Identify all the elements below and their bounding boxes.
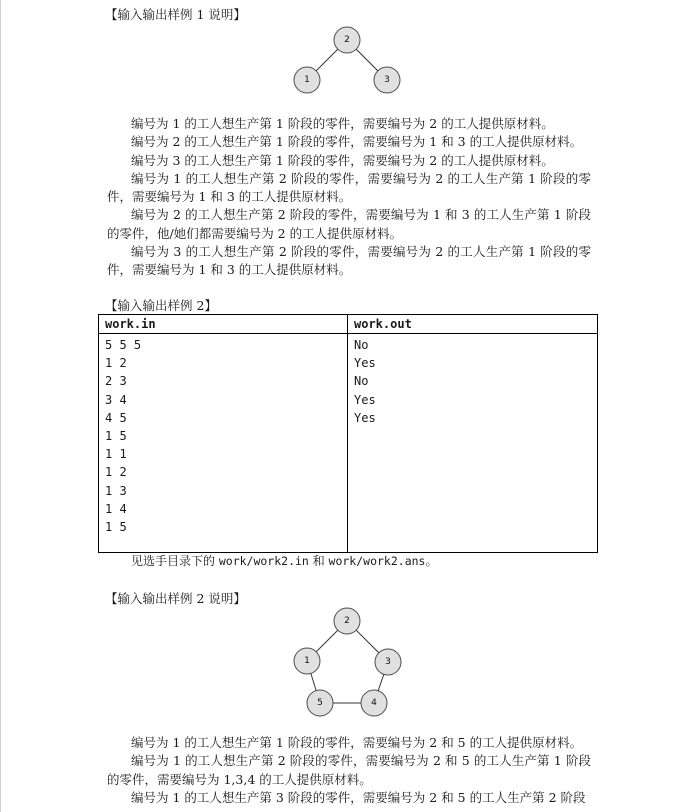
node-label: 1 [304, 656, 310, 666]
note-suffix: 。 [425, 554, 438, 568]
node-label: 2 [344, 35, 350, 45]
note-prefix: 见选手目录下的 [131, 554, 216, 568]
input-file-header: work.in [99, 315, 348, 334]
output-line: No [354, 374, 369, 389]
example2-graph [286, 606, 410, 720]
input-line: 1 5 [105, 519, 127, 534]
input-line: 5 5 5 [105, 338, 142, 352]
input-line: 4 5 [105, 410, 127, 425]
example1-explanation [107, 115, 591, 280]
example2-heading: 【输入输出样例 2】 [105, 298, 217, 313]
example1-graph [286, 24, 410, 104]
input-line: 3 4 [105, 392, 127, 407]
io-sample-table [98, 314, 598, 553]
paragraph: 编号为 2 的工人想生产第 2 阶段的零件，需要编号为 1 和 3 的工人生产第 1 阶段的零件，他/她们都需要编号为 2 的工人提供原材料。 [107, 207, 591, 241]
input-line: 1 2 [105, 356, 127, 371]
node-label: 3 [385, 657, 391, 667]
output-line: Yes [354, 392, 376, 407]
example2-explanation [107, 734, 591, 807]
note-file-ans: work/work2.ans [328, 554, 426, 568]
paragraph: 编号为 1 的工人想生产第 1 阶段的零件，需要编号为 2 和 5 的工人提供原材料。 [131, 735, 583, 750]
output-line: Yes [354, 356, 376, 371]
input-line: 1 4 [105, 501, 127, 516]
file-location-note [131, 553, 437, 569]
node-label: 4 [371, 698, 377, 708]
input-line: 2 3 [105, 374, 127, 389]
node-label: 3 [384, 75, 390, 85]
example1-heading: 【输入输出样例 1 说明】 [105, 7, 246, 22]
output-line: No [354, 338, 369, 352]
input-line: 1 5 [105, 428, 127, 443]
output-line: Yes [354, 410, 376, 425]
note-middle: 和 [312, 554, 325, 568]
input-line: 1 2 [105, 465, 127, 480]
paragraph: 编号为 1 的工人想生产第 2 阶段的零件，需要编号为 2 的工人生产第 1 阶段的零件，需要编号为 1 和 3 的工人提供原材料。 [107, 170, 591, 205]
page-left-border [0, 0, 1, 812]
paragraph: 编号为 3 的工人想生产第 2 阶段的零件，需要编号为 2 的工人生产第 1 阶段的零件，需要编号为 1 和 3 的工人提供原材料。 [107, 244, 591, 278]
input-line: 1 3 [105, 483, 127, 498]
node-label: 1 [304, 75, 310, 85]
paragraph: 编号为 1 的工人想生产第 2 阶段的零件，需要编号为 2 和 5 的工人生产第 1 阶段的零件，需要编号为 1,3,4 的工人提供原材料。 [107, 753, 591, 787]
example2-explain-heading: 【输入输出样例 2 说明】 [105, 591, 246, 606]
paragraph: 编号为 1 的工人想生产第 3 阶段的零件，需要编号为 2 和 5 的工人生产第 2 阶段 [131, 789, 586, 805]
paragraph: 编号为 1 的工人想生产第 1 阶段的零件，需要编号为 2 的工人提供原材料。 [131, 116, 554, 131]
node-label: 5 [317, 698, 323, 708]
output-cell [348, 334, 598, 553]
paragraph: 编号为 3 的工人想生产第 1 阶段的零件，需要编号为 2 的工人提供原材料。 [131, 152, 554, 168]
output-file-header: work.out [348, 315, 598, 334]
node-label: 2 [344, 616, 350, 626]
input-cell [99, 334, 348, 553]
note-file-in: work/work2.in [218, 554, 309, 568]
input-line: 1 1 [105, 447, 127, 462]
paragraph: 编号为 2 的工人想生产第 1 阶段的零件，需要编号为 1 和 3 的工人提供原材料。 [131, 134, 583, 150]
